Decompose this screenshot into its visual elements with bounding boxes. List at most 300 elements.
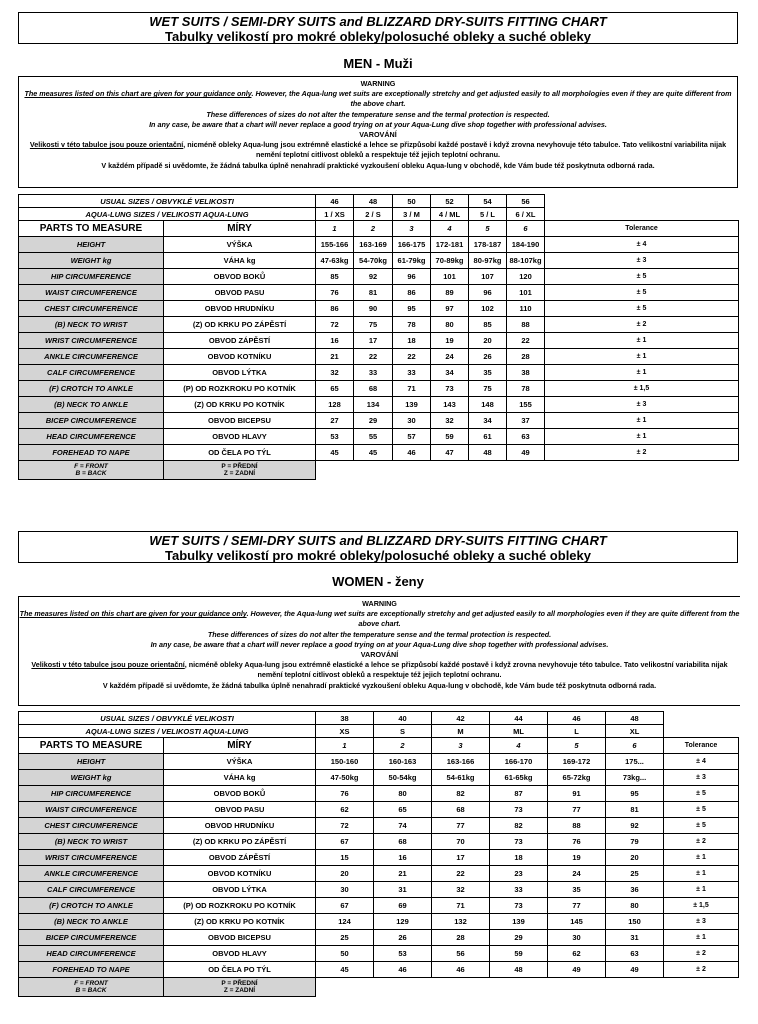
tolerance-value: ± 2 (664, 946, 739, 962)
measure-value: 17 (432, 850, 490, 866)
part-name-cz: OBVOD KOTNÍKU (164, 866, 316, 882)
measure-value: 71 (432, 898, 490, 914)
part-name-cz: OBVOD BOKŮ (164, 269, 316, 285)
measure-value: 62 (316, 802, 374, 818)
part-name-en: ANKLE CIRCUMFERENCE (19, 349, 164, 365)
measure-value: 150 (606, 914, 664, 930)
usual-size-cell: 46 (316, 195, 354, 208)
part-name-en: (B) NECK TO ANKLE (19, 914, 164, 930)
legend-predni-zadni (164, 978, 316, 997)
measure-value: 47-50kg (316, 770, 374, 786)
measure-value: 47 (431, 445, 469, 461)
legend-predni: P = PŘEDNÍ (221, 463, 258, 470)
table-row (19, 301, 739, 317)
table-row (19, 333, 739, 349)
tolerance-value: ± 5 (664, 786, 739, 802)
measure-value: 88-107kg (507, 253, 545, 269)
measure-value: 47-63kg (316, 253, 354, 269)
size-number-cell: 4 (431, 221, 469, 237)
measure-value: 73kg... (606, 770, 664, 786)
measure-value: 145 (548, 914, 606, 930)
table-row (19, 269, 739, 285)
warning-en3: In any case, be aware that a chart will never replace a good trying on at your Aqua-Lung dive shop together with professional advises. (150, 639, 609, 649)
measure-value: 24 (431, 349, 469, 365)
legend-front-back (19, 461, 164, 480)
legend-predni-zadni (164, 461, 316, 480)
measure-value: 73 (490, 802, 548, 818)
tolerance-value: ± 5 (664, 802, 739, 818)
measure-value: 22 (354, 349, 393, 365)
measure-value: 17 (354, 333, 393, 349)
measure-value: 73 (490, 898, 548, 914)
part-name-en: HEAD CIRCUMFERENCE (19, 946, 164, 962)
measure-value: 61-79kg (393, 253, 431, 269)
table-row (19, 285, 739, 301)
part-name-en: BICEP CIRCUMFERENCE (19, 413, 164, 429)
measure-value: 155-166 (316, 237, 354, 253)
measure-value: 57 (393, 429, 431, 445)
measure-value: 56 (432, 946, 490, 962)
part-name-en: (F) CROTCH TO ANKLE (19, 898, 164, 914)
tolerance-value: ± 3 (664, 770, 739, 786)
chart-subtitle: Tabulky velikostí pro mokré obleky/polosuché obleky a suché obleky (164, 29, 591, 44)
part-name-cz: VÁHA kg (164, 253, 316, 269)
measure-value: 19 (548, 850, 606, 866)
warning-heading: WARNING (362, 599, 397, 608)
tolerance-value: ± 1 (664, 850, 739, 866)
measure-value: 30 (393, 413, 431, 429)
measure-value: 16 (374, 850, 432, 866)
measure-value: 88 (548, 818, 606, 834)
miry-header: MÍRY (164, 221, 316, 237)
part-name-en: HEIGHT (19, 237, 164, 253)
size-number-cell: 2 (354, 221, 393, 237)
measure-value: 72 (316, 818, 374, 834)
table-row (19, 786, 739, 802)
measure-value: 67 (316, 834, 374, 850)
measure-value: 89 (431, 285, 469, 301)
measure-value: 184-190 (507, 237, 545, 253)
parts-to-measure-header: PARTS TO MEASURE (19, 738, 164, 754)
part-name-cz: OBVOD ZÁPĚSTÍ (164, 850, 316, 866)
measure-value: 28 (507, 349, 545, 365)
part-name-en: WAIST CIRCUMFERENCE (19, 802, 164, 818)
measure-value: 54-61kg (432, 770, 490, 786)
tolerance-value: ± 1 (664, 866, 739, 882)
measure-value: 78 (507, 381, 545, 397)
measure-value: 97 (431, 301, 469, 317)
part-name-cz: OBVOD HRUDNÍKU (164, 301, 316, 317)
size-number-cell: 3 (432, 738, 490, 754)
blank-cell (545, 461, 739, 480)
tolerance-value: ± 1 (545, 429, 739, 445)
measure-value: 101 (431, 269, 469, 285)
measure-value: 139 (490, 914, 548, 930)
measure-value: 31 (374, 882, 432, 898)
part-name-cz: VÁHA kg (164, 770, 316, 786)
warning-cz-heading: VAROVÁNÍ (359, 130, 397, 140)
table-row (19, 834, 739, 850)
measure-value: 110 (507, 301, 545, 317)
aqualung-size-cell: S (374, 725, 432, 738)
measure-value: 16 (316, 333, 354, 349)
part-name-en: HIP CIRCUMFERENCE (19, 269, 164, 285)
measure-value: 80-97kg (469, 253, 507, 269)
part-name-en: (B) NECK TO WRIST (19, 317, 164, 333)
measure-value: 79 (606, 834, 664, 850)
measure-value: 34 (469, 413, 507, 429)
measure-value: 65-72kg (548, 770, 606, 786)
tolerance-header: Tolerance (545, 221, 739, 237)
measure-value: 63 (606, 946, 664, 962)
measure-value: 72 (316, 317, 354, 333)
measure-value: 81 (606, 802, 664, 818)
table-row (19, 253, 739, 269)
table-row (19, 882, 739, 898)
aqualung-size-cell: 3 / M (393, 208, 431, 221)
tolerance-value: ± 1 (545, 349, 739, 365)
measure-value: 53 (374, 946, 432, 962)
aqualung-sizes-label: AQUA-LUNG SIZES / VELIKOSTI AQUA-LUNG (19, 208, 316, 221)
tolerance-value: ± 5 (545, 301, 739, 317)
measure-value: 75 (354, 317, 393, 333)
part-name-en: CHEST CIRCUMFERENCE (19, 301, 164, 317)
tolerance-value: ± 2 (664, 962, 739, 978)
chart-title: WET SUITS / SEMI-DRY SUITS and BLIZZARD DRY-SUITS FITTING CHART (149, 14, 607, 29)
measure-value: 63 (507, 429, 545, 445)
measure-value: 80 (374, 786, 432, 802)
measure-value: 31 (606, 930, 664, 946)
measure-value: 71 (393, 381, 431, 397)
blank-cell (664, 712, 739, 725)
measure-value: 70 (432, 834, 490, 850)
men-heading: MEN - Muži (343, 56, 413, 71)
warning-en3: In any case, be aware that a chart will never replace a good trying on at your Aqua-Lung dive shop together with professional advises. (149, 119, 607, 129)
tolerance-value: ± 2 (664, 834, 739, 850)
tolerance-value: ± 4 (664, 754, 739, 770)
measure-value: 25 (316, 930, 374, 946)
tolerance-value: ± 5 (664, 818, 739, 834)
usual-size-cell: 40 (374, 712, 432, 725)
measure-value: 69 (374, 898, 432, 914)
warning-en1-rest: . However, the Aqua-lung wet suits are exceptionally stretchy and get adjusted easily to all morphologies even if they are quite different from the above chart. (251, 89, 732, 109)
measure-value: 178-187 (469, 237, 507, 253)
warning-cz1-underlined: Velikosti v této tabulce jsou pouze orientační (29, 140, 184, 150)
part-name-en: WEIGHT kg (19, 253, 164, 269)
part-name-en: HEIGHT (19, 754, 164, 770)
table-row (19, 413, 739, 429)
legend-front: F = FRONT (74, 980, 108, 987)
measure-value: 26 (469, 349, 507, 365)
tolerance-header: Tolerance (664, 738, 739, 754)
measure-value: 80 (431, 317, 469, 333)
measure-value: 45 (354, 445, 393, 461)
measure-value: 91 (548, 786, 606, 802)
part-name-cz: (Z) OD KRKU PO ZÁPĚSTÍ (164, 317, 316, 333)
measure-value: 124 (316, 914, 374, 930)
part-name-en: HEAD CIRCUMFERENCE (19, 429, 164, 445)
measure-value: 102 (469, 301, 507, 317)
size-number-cell: 6 (507, 221, 545, 237)
measure-value: 77 (432, 818, 490, 834)
part-name-en: HIP CIRCUMFERENCE (19, 786, 164, 802)
part-name-cz: (Z) OD KRKU PO KOTNÍK (164, 914, 316, 930)
table-row (19, 914, 739, 930)
measure-value: 29 (354, 413, 393, 429)
measure-value: 77 (548, 898, 606, 914)
table-row (19, 237, 739, 253)
blank-cell (316, 461, 354, 480)
part-name-cz: OBVOD BICEPSU (164, 413, 316, 429)
tolerance-value: ± 4 (545, 237, 739, 253)
chart-subtitle: Tabulky velikostí pro mokré obleky/polosuché obleky a suché obleky (164, 548, 591, 563)
part-name-cz: OBVOD BICEPSU (164, 930, 316, 946)
measure-value: 46 (374, 962, 432, 978)
table-row (19, 850, 739, 866)
measure-value: 175... (606, 754, 664, 770)
warning-en2: These differences of sizes do not alter the temperature sense and the termal protection is respected. (207, 629, 552, 639)
part-name-cz: OBVOD PASU (164, 802, 316, 818)
measure-value: 77 (548, 802, 606, 818)
part-name-cz: OBVOD LÝTKA (164, 882, 316, 898)
warning-cz1-rest: , nicméně obleky Aqua-lung jsou extrémně elastické a lehce se přizpůsobí každé postavě i když zrovna nevyhovuje této tabulce. Tato velikostní variabilita nijak nemění teplotní citlivost obleků a respektuje též jejich teplotní ochranu. (183, 140, 727, 160)
table-row (19, 946, 739, 962)
table-row (19, 930, 739, 946)
measure-value: 101 (507, 285, 545, 301)
part-name-cz: OBVOD ZÁPĚSTÍ (164, 333, 316, 349)
usual-size-cell: 38 (316, 712, 374, 725)
measure-value: 81 (354, 285, 393, 301)
measure-value: 172-181 (431, 237, 469, 253)
tolerance-value: ± 3 (545, 397, 739, 413)
measure-value: 24 (548, 866, 606, 882)
part-name-en: CALF CIRCUMFERENCE (19, 365, 164, 381)
aqualung-size-cell: ML (490, 725, 548, 738)
size-number-cell: 1 (316, 221, 354, 237)
aqualung-size-cell: 6 / XL (507, 208, 545, 221)
aqualung-size-cell: XS (316, 725, 374, 738)
measure-value: 18 (393, 333, 431, 349)
usual-size-cell: 46 (548, 712, 606, 725)
measure-value: 80 (606, 898, 664, 914)
legend-zadni: Z = ZADNÍ (223, 987, 256, 994)
measure-value: 134 (354, 397, 393, 413)
tolerance-value: ± 1,5 (664, 898, 739, 914)
measure-value: 75 (469, 381, 507, 397)
aqualung-size-cell: 2 / S (354, 208, 393, 221)
warning-cz2: V každém případě si uvědomte, že žádná tabulka úplně nenahradí praktické vyzkoušení obleku Aqua-lung v obchodě, kde Vám bude též poskytnuta odborná rada. (101, 160, 655, 170)
blank-cell (316, 978, 374, 997)
measure-value: 150-160 (316, 754, 374, 770)
table-row (19, 445, 739, 461)
measure-value: 68 (374, 834, 432, 850)
measure-value: 65 (316, 381, 354, 397)
measure-value: 32 (431, 413, 469, 429)
legend-front-back (19, 978, 164, 997)
size-number-cell: 6 (606, 738, 664, 754)
measure-value: 95 (393, 301, 431, 317)
part-name-cz: OD ČELA PO TÝL (164, 445, 316, 461)
measure-value: 166-175 (393, 237, 431, 253)
measure-value: 48 (490, 962, 548, 978)
measure-value: 148 (469, 397, 507, 413)
measure-value: 49 (606, 962, 664, 978)
part-name-cz: OD ČELA PO TÝL (164, 962, 316, 978)
part-name-en: (B) NECK TO WRIST (19, 834, 164, 850)
measure-value: 67 (316, 898, 374, 914)
part-name-en: (B) NECK TO ANKLE (19, 397, 164, 413)
measure-value: 76 (316, 285, 354, 301)
measure-value: 160-163 (374, 754, 432, 770)
legend-front: F = FRONT (74, 463, 108, 470)
measure-value: 59 (490, 946, 548, 962)
part-name-en: WEIGHT kg (19, 770, 164, 786)
measure-value: 155 (507, 397, 545, 413)
measure-value: 38 (507, 365, 545, 381)
measure-value: 35 (469, 365, 507, 381)
measure-value: 36 (606, 882, 664, 898)
size-number-cell: 3 (393, 221, 431, 237)
part-name-cz: OBVOD HLAVY (164, 429, 316, 445)
part-name-en: FOREHEAD TO NAPE (19, 962, 164, 978)
measure-value: 120 (507, 269, 545, 285)
warning-cz2: V každém případě si uvědomte, že žádná tabulka úplně nenahradí praktické vyzkoušení obleku Aqua-lung v obchodě, kde Vám bude též poskytnuta odborná rada. (102, 680, 657, 690)
tolerance-value: ± 5 (545, 285, 739, 301)
usual-size-cell: 48 (354, 195, 393, 208)
measure-value: 50-54kg (374, 770, 432, 786)
measure-value: 169-172 (548, 754, 606, 770)
measure-value: 61 (469, 429, 507, 445)
measure-value: 45 (316, 962, 374, 978)
part-name-cz: VÝŠKA (164, 237, 316, 253)
part-name-cz: (P) OD ROZKROKU PO KOTNÍK (164, 381, 316, 397)
measure-value: 128 (316, 397, 354, 413)
size-number-cell: 5 (548, 738, 606, 754)
blank-cell (432, 978, 490, 997)
measure-value: 82 (432, 786, 490, 802)
usual-size-cell: 42 (432, 712, 490, 725)
measure-value: 163-166 (432, 754, 490, 770)
measure-value: 46 (432, 962, 490, 978)
measure-value: 92 (606, 818, 664, 834)
tolerance-value: ± 3 (545, 253, 739, 269)
usual-sizes-label: USUAL SIZES / OBVYKLÉ VELIKOSTI (19, 195, 316, 208)
warning-en1-rest: . However, the Aqua-lung wet suits are exceptionally stretchy and get adjusted easily to all morphologies even if they are quite different from the above chart. (246, 609, 740, 629)
size-number-cell: 2 (374, 738, 432, 754)
usual-size-cell: 56 (507, 195, 545, 208)
measure-value: 53 (316, 429, 354, 445)
part-name-cz: OBVOD HLAVY (164, 946, 316, 962)
warning-en1-underlined: The measures listed on this chart are given for your guidance only (24, 89, 252, 99)
blank-cell (507, 461, 545, 480)
size-number-cell: 4 (490, 738, 548, 754)
measure-value: 30 (316, 882, 374, 898)
part-name-cz: OBVOD KOTNÍKU (164, 349, 316, 365)
men-title-box (18, 12, 738, 44)
blank-cell (354, 461, 393, 480)
part-name-cz: OBVOD BOKŮ (164, 786, 316, 802)
tolerance-value: ± 5 (545, 269, 739, 285)
measure-value: 73 (431, 381, 469, 397)
blank-cell (490, 978, 548, 997)
part-name-en: CHEST CIRCUMFERENCE (19, 818, 164, 834)
aqualung-size-cell: 5 / L (469, 208, 507, 221)
measure-value: 62 (548, 946, 606, 962)
table-row (19, 898, 739, 914)
chart-title: WET SUITS / SEMI-DRY SUITS and BLIZZARD DRY-SUITS FITTING CHART (149, 533, 607, 548)
usual-size-cell: 52 (431, 195, 469, 208)
part-name-en: (F) CROTCH TO ANKLE (19, 381, 164, 397)
warning-cz1-underlined: Velikosti v této tabulce jsou pouze orientační (31, 660, 185, 670)
tolerance-value: ± 1 (664, 882, 739, 898)
measure-value: 32 (316, 365, 354, 381)
measure-value: 68 (354, 381, 393, 397)
measure-value: 78 (393, 317, 431, 333)
part-name-cz: OBVOD HRUDNÍKU (164, 818, 316, 834)
measure-value: 15 (316, 850, 374, 866)
men-warning-box (18, 76, 738, 188)
blank-cell (664, 725, 739, 738)
measure-value: 54-70kg (354, 253, 393, 269)
table-row (19, 397, 739, 413)
tolerance-value: ± 1,5 (545, 381, 739, 397)
measure-value: 35 (548, 882, 606, 898)
measure-value: 107 (469, 269, 507, 285)
measure-value: 70-89kg (431, 253, 469, 269)
measure-value: 90 (354, 301, 393, 317)
measure-value: 129 (374, 914, 432, 930)
measure-value: 132 (432, 914, 490, 930)
women-warning-box (18, 596, 740, 706)
warning-cz-heading: VAROVÁNÍ (360, 650, 399, 660)
blank-cell (374, 978, 432, 997)
measure-value: 34 (431, 365, 469, 381)
measure-value: 21 (374, 866, 432, 882)
measure-value: 96 (469, 285, 507, 301)
blank-cell (469, 461, 507, 480)
measure-value: 76 (548, 834, 606, 850)
measure-value: 21 (316, 349, 354, 365)
aqualung-size-cell: 1 / XS (316, 208, 354, 221)
measure-value: 82 (490, 818, 548, 834)
measure-value: 55 (354, 429, 393, 445)
women-heading: WOMEN - ženy (332, 574, 424, 589)
parts-to-measure-header: PARTS TO MEASURE (19, 221, 164, 237)
measure-value: 20 (469, 333, 507, 349)
part-name-cz: VÝŠKA (164, 754, 316, 770)
measure-value: 76 (316, 786, 374, 802)
measure-value: 88 (507, 317, 545, 333)
measure-value: 85 (469, 317, 507, 333)
table-row (19, 429, 739, 445)
measure-value: 50 (316, 946, 374, 962)
measure-value: 23 (490, 866, 548, 882)
measure-value: 29 (490, 930, 548, 946)
measure-value: 20 (606, 850, 664, 866)
measure-value: 18 (490, 850, 548, 866)
table-row (19, 962, 739, 978)
tolerance-value: ± 2 (545, 317, 739, 333)
table-row (19, 317, 739, 333)
part-name-en: WRIST CIRCUMFERENCE (19, 333, 164, 349)
measure-value: 37 (507, 413, 545, 429)
table-row (19, 754, 739, 770)
table-row (19, 365, 739, 381)
part-name-en: CALF CIRCUMFERENCE (19, 882, 164, 898)
measure-value: 95 (606, 786, 664, 802)
measure-value: 30 (548, 930, 606, 946)
usual-size-cell: 50 (393, 195, 431, 208)
